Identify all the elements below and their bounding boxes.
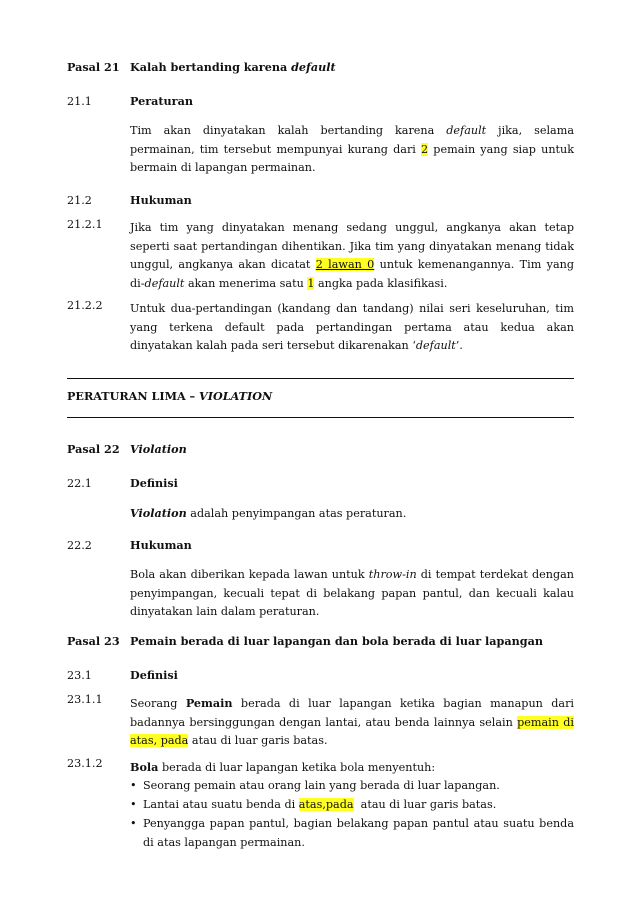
paragraph: Jika tim yang dinyatakan menang sedang unggul, angkanya akan tetap seperti saat pertandingan dihentikan. Jika tim yang dinyatakan menang tidak unggul, angkanya akan dicatat 2 lawan 0 untuk kemenangannya. Tim yang di-default akan menerima satu 1 angka pada klasifikasi. — [130, 221, 574, 290]
section-heading: Definisi — [130, 668, 178, 682]
article-number: Pasal 21 — [67, 60, 120, 74]
bullet-icon: • — [130, 798, 137, 811]
section-heading: Definisi — [130, 476, 178, 490]
article-number: Pasal 23 — [67, 634, 120, 648]
highlight: atas,pada — [298, 798, 354, 811]
section-number: 23.1.2 — [67, 757, 103, 770]
section-number: 23.1.1 — [67, 693, 103, 706]
divider-top — [67, 378, 574, 379]
paragraph: Tim akan dinyatakan kalah bertanding karena default jika, selama permainan, tim tersebut mempunyai kurang dari 2 pemain yang siap untuk bermain di lapangan permainan. — [130, 124, 575, 174]
section-number: 21.2.2 — [67, 299, 103, 312]
article-number: Pasal 22 — [67, 442, 120, 456]
section-heading: Hukuman — [130, 538, 192, 552]
highlight: 1 — [307, 276, 315, 290]
section-number: 23.1 — [67, 669, 92, 682]
bullet-icon: • — [130, 817, 137, 830]
article-title: Violation — [130, 442, 187, 456]
section-number: 21.2 — [67, 194, 92, 207]
section-heading: Hukuman — [130, 193, 192, 207]
paragraph: Violation adalah penyimpangan atas peraturan. — [130, 506, 407, 520]
rule-title: PERATURAN LIMA – VIOLATION — [67, 389, 273, 403]
section-number: 21.1 — [67, 95, 92, 108]
section-heading: Peraturan — [130, 94, 193, 108]
section-number: 22.2 — [67, 539, 92, 552]
highlight: pemain di atas, pada — [130, 715, 575, 747]
section-number: 22.1 — [67, 477, 92, 490]
paragraph: Bola akan diberikan kepada lawan untuk throw-in di tempat terdekat dengan penyimpangan, kecuali tepat di belakang papan pantul, dan kecuali kalau dinyatakan lain dalam peraturan. — [130, 568, 575, 618]
bullet-icon: • — [130, 779, 137, 792]
article-title: Pemain berada di luar lapangan dan bola berada di luar lapangan — [130, 634, 543, 648]
section-number: 21.2.1 — [67, 218, 103, 231]
paragraph: Untuk dua-pertandingan (kandang dan tandang) nilai seri keseluruhan, tim yang terkena default pada pertandingan pertama atau kedua akan dinyatakan kalah pada seri tersebut dikarenakan ‘default’. — [130, 302, 574, 352]
paragraph: Bola berada di luar lapangan ketika bola menyentuh: — [130, 760, 436, 774]
article-title: Kalah bertanding karena default — [130, 60, 336, 74]
divider-bottom — [67, 417, 574, 418]
paragraph: Seorang Pemain berada di luar lapangan ketika bagian manapun dari badannya bersinggungan dengan lantai, atau benda lainnya selain pemain di atas, pada atau di luar garis batas. — [130, 696, 575, 747]
highlight: 2 lawan 0 — [315, 258, 375, 271]
highlight: 2 — [421, 142, 429, 156]
